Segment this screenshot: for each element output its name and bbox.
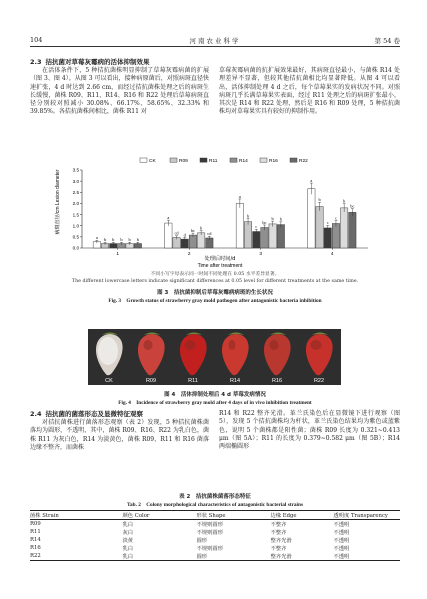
- bar-r09-day-3: [244, 222, 251, 248]
- table-header-row: [30, 511, 400, 520]
- section-2-4-paragraph-right: R14 和 R22 整齐光滑。革兰氏染色后在显微镜下进行观察（图 5），发现 5 个拮抗菌株均为杆状，革兰氏染色结果均为紫色或蓝紫色，说明 5 个菌株都是阳性菌；菌株 R09 长度为 0.321~0.413 μm（图 5A）；R11 的长度为 0.379~0.582 μm（图 5B）；R14 两端椭圆形: [219, 410, 400, 451]
- lesion-spot: [270, 340, 279, 350]
- table-cell: 不规则圆形: [196, 546, 223, 552]
- significance-letter: c: [255, 224, 258, 230]
- legend-swatch-r09: [170, 158, 177, 162]
- volume-label: 第 54 卷: [374, 37, 400, 45]
- y-tick-label: 1.5: [72, 212, 79, 218]
- table-cell: 乳白: [122, 554, 134, 560]
- figure-4-caption-zh: 图 4 活体抑制处理后 4 d 草莓发病情况: [164, 392, 266, 398]
- table-cell: R16: [30, 545, 41, 551]
- strawberry-r09: [138, 333, 165, 385]
- significance-letter: b: [128, 237, 131, 243]
- lesion-spot: [311, 340, 322, 350]
- table-cell: R11: [30, 529, 41, 535]
- significance-letter: a: [310, 177, 313, 183]
- table-cell: 圆形: [196, 538, 208, 544]
- figure-3-caption: [30, 271, 400, 304]
- section-2-3-left-column: [30, 58, 209, 117]
- table-header-cell: 边缘 Edge: [270, 513, 297, 519]
- figure-4-strawberry-photo: [88, 329, 341, 385]
- table-2: [30, 510, 400, 561]
- table-cell: 不规则圆形: [196, 522, 223, 528]
- lesion-spot: [229, 340, 236, 350]
- strawberry-ck: [96, 333, 123, 385]
- significance-letter: b: [318, 197, 321, 203]
- table-cell: 不整齐: [270, 546, 287, 552]
- significance-letter: a: [95, 235, 98, 241]
- legend-label-r22: R22: [299, 158, 308, 164]
- significance-letter: b: [120, 237, 123, 243]
- section-2-3-paragraph-left: 在活体条件下，5 种拮抗菌株明显抑制了草莓灰霉病菌的扩展（图 3、图 4）。从图 3 可以看出，接种病原菌后，对照病斑直径快速扩张，4 d 时达到 2.66 cm，而经过拮抗菌株处理之后的病斑生长缓慢，菌株 R09、R11、R14、R16 和 R22 处理后草莓病斑直径分别较对照减小 30.08%、66.17%、58.65%、32.33% 和 39.85%。各拮抗菌株间相比，菌株 R11 对: [30, 67, 209, 116]
- strawberry-body: [306, 334, 333, 375]
- photo-label-r09: R09: [145, 378, 157, 384]
- chart-legend: [140, 158, 308, 164]
- x-tick-label: 2: [187, 252, 191, 257]
- table-cell: 不整齐: [270, 530, 287, 536]
- table-cell: R22: [30, 553, 41, 559]
- table-header-cell: 菌株 Strain: [30, 513, 59, 519]
- legend-label-r16: R16: [269, 158, 278, 164]
- legend-label-r11: R11: [209, 158, 218, 164]
- chart-bars: [93, 178, 356, 248]
- bar-r09-day-4: [316, 207, 323, 248]
- table-cell: R09: [30, 521, 41, 527]
- table-header-cell: 透明度 Transparency: [333, 513, 388, 519]
- figure-3-note-en: The different lowercase letters indicate significant differences at 0.05 level for different treatments at the same time.: [71, 279, 359, 284]
- bar-r22-day-4: [349, 212, 356, 248]
- table-2-caption-en: Tab. 2 Colony morphological characteristics of antagonistic bacterial strains: [126, 502, 304, 508]
- y-tick-label: 0.0: [72, 245, 79, 251]
- table-cell: 不透明: [333, 538, 350, 544]
- strawberry-r22: [306, 333, 333, 385]
- figure-3-bar-chart: [50, 152, 380, 270]
- section-2-4-paragraph-left: 对拮抗菌株进行菌落形态观察（表 2）发现，5 种拮抗菌株菌落均为圆形，不透明，其中，菌株 R09、R16、R22 为乳白色，菌株 R11 为灰白色，R14 为淡黄色，菌株 R09、R11 和 R16 菌落边缘不整齐，而菌株: [30, 419, 209, 451]
- photo-label-ck: CK: [105, 378, 113, 384]
- legend-swatch-r14: [230, 158, 237, 162]
- table-cell: 乳白: [122, 546, 134, 552]
- significance-letter: cd: [207, 231, 212, 237]
- legend-label-r14: R14: [239, 158, 248, 164]
- strawberry-body: [138, 334, 165, 375]
- figure-3-note-zh: 不同小写字母表示同一时间不同处理在 0.05 水平差异显著。: [150, 272, 280, 277]
- bar-r14-day-2: [189, 235, 196, 248]
- table-header-cell: 形状 Shape: [196, 513, 226, 519]
- photo-label-r22: R22: [313, 378, 325, 384]
- bar-r11-day-4: [324, 228, 331, 248]
- section-2-4-heading: 2.4 拮抗菌的菌落形态及显微特征观察: [30, 410, 144, 418]
- figure-4-caption-en: Fig. 4 Incidence of strawberry gray mold after 4 days of in vivo inhibition treatment: [118, 400, 312, 406]
- page-number: 104: [30, 36, 43, 44]
- strawberry-r11: [180, 333, 207, 385]
- photo-label-r14: R14: [229, 378, 241, 384]
- table-row: [30, 544, 400, 552]
- x-tick-label: 3: [259, 252, 263, 257]
- significance-letter: b: [200, 225, 203, 231]
- strawberry-body: [264, 334, 291, 375]
- figure-3-caption-en: Fig. 3 Growth status of strawberry gray mold pathogen after antagonistic bacteria inhibition: [108, 298, 322, 304]
- significance-letter: a: [167, 214, 170, 220]
- significance-letter: b: [246, 213, 250, 219]
- bar-r16-day-4: [340, 208, 347, 248]
- table-cell: 不透明: [333, 522, 350, 528]
- y-axis-label: 病斑直径/cm Lesion diameter: [55, 169, 61, 235]
- table-cell: 整齐光滑: [270, 554, 292, 560]
- table-cell: 不透明: [333, 546, 350, 552]
- legend-label-r09: R09: [179, 158, 188, 164]
- bar-ck-day-4: [308, 189, 315, 248]
- table-2-caption-zh: 表 2 拮抗菌株菌落形态特征: [179, 494, 251, 500]
- table-cell: R14: [30, 537, 41, 543]
- table-cell: 不透明: [333, 530, 350, 536]
- table-cell: 不透明: [333, 554, 350, 560]
- strawberry-body: [222, 334, 249, 375]
- x-axis-label-zh: 处理后时间/d: [204, 256, 236, 262]
- photo-label-r16: R16: [271, 378, 283, 384]
- section-2-4-left-column: [30, 410, 209, 452]
- strawberry-r14: [222, 333, 249, 385]
- table-cell: 灰白: [122, 530, 134, 536]
- significance-letter: b: [103, 237, 107, 243]
- section-2-3-paragraph-right: 草莓灰霉病菌的抗扩展效果最好，其病斑直径最小，与菌株 R14 处理差异不显著，但较其他拮抗菌相比均显著降低。从图 4 可以看出，活体抑制处理 4 d 之后，每个草莓果实的发病状况不同。对照病斑几乎长满草莓果实表面，经过 R11 处理之后的病斑扩张最小，其次是 R14 和 R22 处理，然后是 R16 和 R09 处理，5 种拮抗菌株均对草莓果实具有较好的抑制作用。: [219, 67, 400, 116]
- table-row: [30, 552, 400, 561]
- bar-r16-day-3: [269, 224, 276, 248]
- running-header: [30, 34, 400, 47]
- y-tick-label: 2.5: [72, 189, 79, 195]
- mold-lesion: [98, 337, 118, 365]
- significance-letter: b: [343, 198, 346, 204]
- table-header-cell: 颜色 Color: [122, 513, 150, 519]
- figure-4-caption: [30, 390, 400, 406]
- table-cell: 整齐光滑: [270, 538, 292, 544]
- table-cell: 不整齐: [270, 522, 287, 528]
- bar-r11-day-3: [253, 232, 260, 248]
- strawberry-r16: [264, 333, 291, 385]
- section-2-4-right-column: [219, 410, 400, 451]
- significance-letter: a: [238, 193, 241, 199]
- bar-r16-day-2: [197, 233, 204, 248]
- section-2-3-right-column: [219, 67, 400, 117]
- lesion-spot: [185, 340, 196, 350]
- y-tick-label: 3.0: [72, 178, 79, 184]
- significance-letter: bc: [262, 219, 267, 225]
- legend-swatch-r22: [290, 158, 297, 162]
- bar-ck-day-3: [236, 203, 243, 248]
- table-cell: 圆形: [196, 554, 208, 560]
- bar-r22-day-3: [277, 225, 284, 248]
- x-tick-label: 4: [330, 252, 334, 257]
- legend-label-ck: CK: [149, 158, 156, 164]
- significance-letter: d: [183, 232, 186, 238]
- significance-letter: b: [271, 215, 274, 221]
- table-cell: 不规则圆形: [196, 530, 223, 536]
- figure-3-caption-zh: 图 3 拮抗菌抑制后草莓灰霉病病斑的生长状况: [157, 290, 273, 296]
- lesion-spot: [144, 340, 153, 350]
- significance-letter: c: [326, 220, 329, 226]
- x-axis-label-en: Time after treatment: [197, 263, 243, 269]
- significance-letter: bc: [350, 203, 355, 209]
- table-row: [30, 528, 400, 536]
- legend-swatch-r16: [260, 158, 267, 162]
- significance-letter: b: [136, 237, 139, 243]
- bar-r14-day-4: [332, 223, 339, 248]
- y-tick-label: 2.0: [72, 201, 79, 207]
- bar-ck-day-2: [165, 223, 172, 248]
- journal-title: 河南农业科学: [189, 37, 241, 45]
- y-tick-label: 3.5: [72, 167, 79, 173]
- legend-swatch-ck: [140, 158, 147, 162]
- legend-swatch-r11: [200, 158, 207, 162]
- significance-letter: b: [112, 237, 115, 243]
- x-tick-label: 1: [116, 252, 120, 257]
- section-2-3-heading: 2.3 拮抗菌对草莓灰霉病的活体抑制效果: [30, 58, 150, 66]
- significance-letter: cd: [174, 230, 179, 236]
- table-cell: 乳白: [122, 522, 134, 528]
- table-row: [30, 536, 400, 544]
- significance-letter: b: [279, 216, 282, 222]
- table-row: [30, 520, 400, 529]
- y-tick-label: 0.5: [72, 234, 79, 240]
- bar-r14-day-3: [261, 227, 268, 248]
- table-2-caption: [30, 492, 400, 508]
- photo-label-r11: R11: [188, 378, 198, 384]
- table-cell: 淡黄: [122, 538, 134, 544]
- y-tick-label: 1.0: [72, 223, 79, 229]
- significance-letter: bc: [190, 227, 196, 233]
- strawberry-body: [180, 334, 207, 375]
- significance-letter: c: [334, 215, 337, 221]
